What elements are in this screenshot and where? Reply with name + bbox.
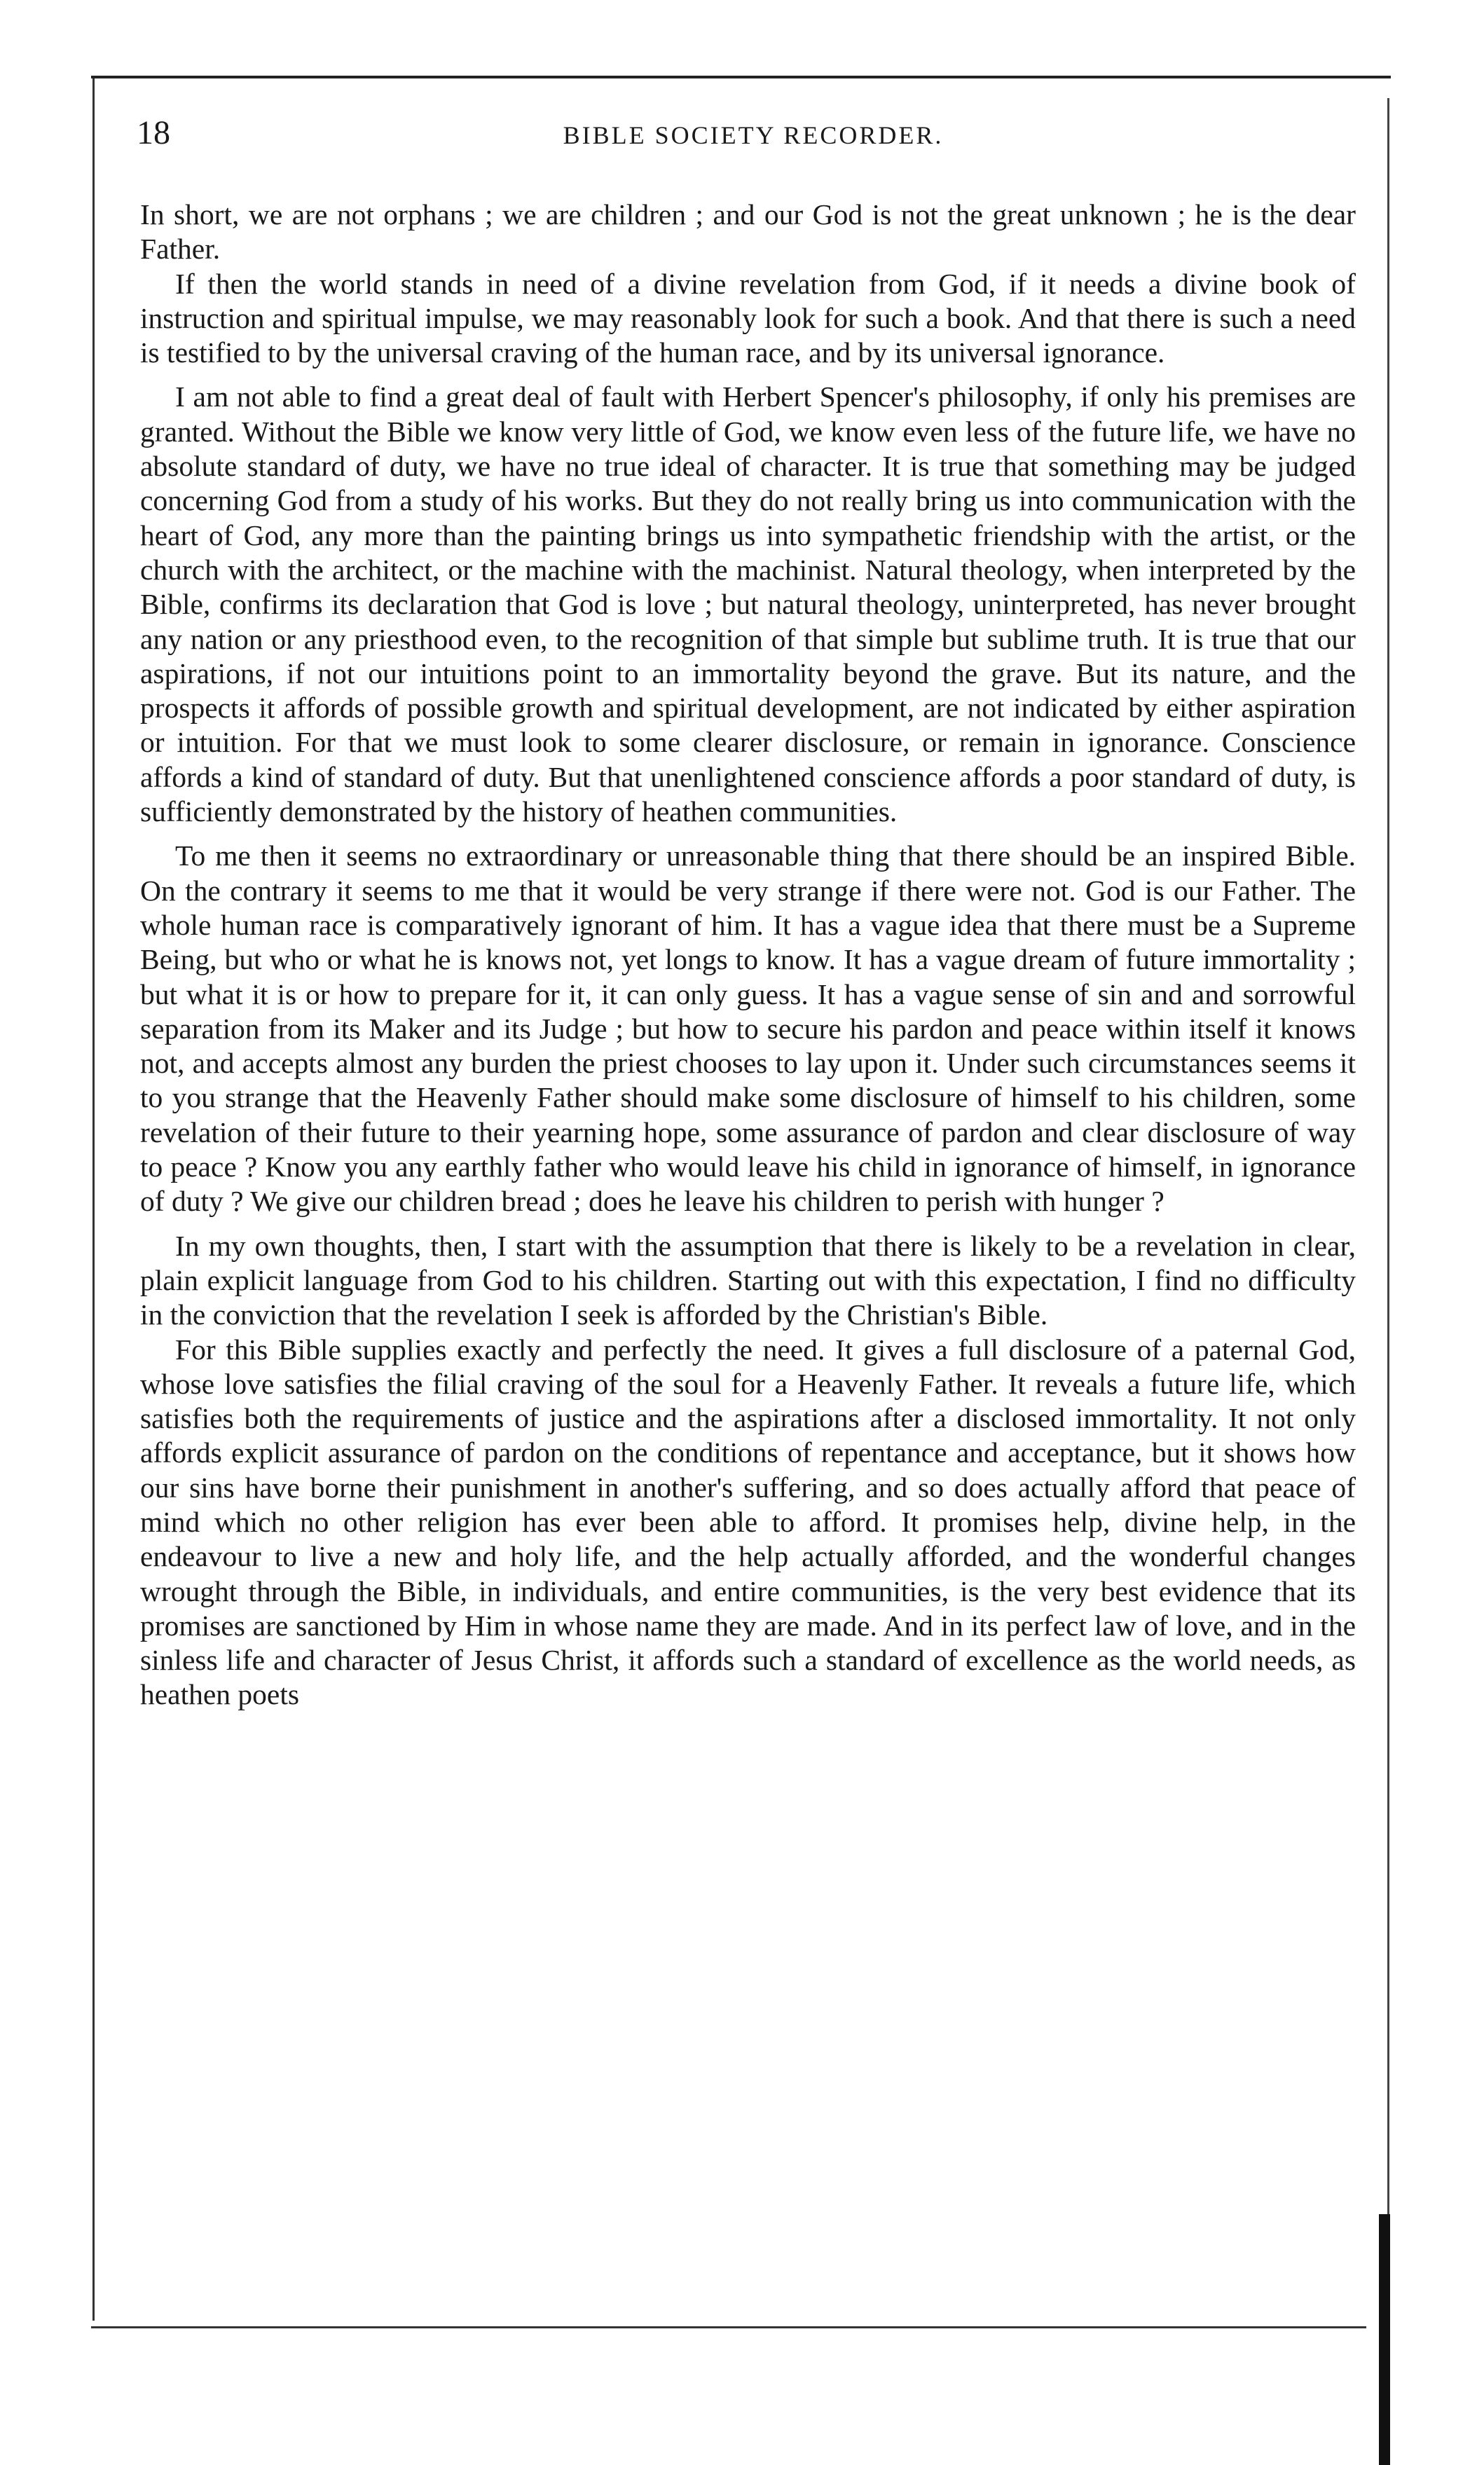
paragraph: I am not able to find a great deal of fault with Herbert Spencer's philosophy, if only his premises are granted. Without the Bible we know very little of God, we know even less of the future life, we have no absolute standard of duty, we have no true ideal of character. It is true that something may be judged concerning God from a study of his works. But they do not really bring us into communication with the heart of God, any more than the painting brings us into sympathetic friendship with the artist, or the church with the architect, or the machine with the machinist. Natural theology, when interpreted by the Bible, confirms its declaration that God is love ; but natural theology, uninterpreted, has never brought any nation or any priesthood even, to the recognition of that simple but sublime truth. It is true that our aspirations, if not our intuitions point to an immortality beyond the grave. But its nature, and the prospects it affords of possible growth and spiritual development, are not indicated by either aspiration or intuition. For that we must look to some clearer disclosure, or remain in ignorance. Conscience affords a kind of standard of duty. But that unenlightened conscience affords a poor standard of duty, is sufficiently demonstrated by the history of heathen communities. xyxy=(140,380,1356,828)
running-title: BIBLE SOCIETY RECORDER. xyxy=(563,121,944,149)
paragraph: To me then it seems no extraordinary or unreasonable thing that there should be an inspired Bible. On the contrary it seems to me that it would be very strange if there were not. God is our Father. The whole human race is comparatively ignorant of him. It has a vague idea that there must be a Supreme Being, but who or what he is knows not, yet longs to know. It has a vague dream of future immortality ; but what it is or how to prepare for it, it can only guess. It has a vague sense of sin and and sorrowful separation from its Maker and its Judge ; but how to secure his pardon and peace within itself it knows not, and accepts almost any burden the priest chooses to lay upon it. Under such circumstances seems it to you strange that the Heavenly Father should make some disclosure of himself to his children, some revelation of their future to their yearning hope, some assurance of pardon and clear disclosure of way to peace ? Know you any earthly father who would leave his child in ignorance of himself, in ignorance of duty ? We give our children bread ; does he leave his children to perish with hunger ? xyxy=(140,839,1356,1218)
paragraph: If then the world stands in need of a divine revelation from God, if it needs a divine book of instruction and spiritual impulse, we may reasonably look for such a book. And that there is such a need is testified to by the universal craving of the human race, and by its universal ignorance. xyxy=(140,267,1356,369)
page-header xyxy=(137,112,1370,161)
page-number: 18 xyxy=(137,114,170,151)
top-rule xyxy=(91,76,1391,78)
left-rule xyxy=(92,78,95,2321)
paragraph: In short, we are not orphans ; we are children ; and our God is not the great unknown ; he is the dear Father. xyxy=(140,198,1356,266)
body-text xyxy=(140,198,1356,1712)
bottom-rule xyxy=(91,2326,1366,2328)
paragraph: In my own thoughts, then, I start with the assumption that there is likely to be a revelation in clear, plain explicit language from God to his children. Starting out with this expectation, I find no difficulty in the conviction that the revelation I seek is afforded by the Christian's Bible. xyxy=(140,1229,1356,1331)
paragraph: For this Bible supplies exactly and perfectly the need. It gives a full disclosure of a paternal God, whose love satisfies the filial craving of the soul for a Heavenly Father. It reveals a future life, which satisfies both the requirements of justice and the aspirations after a disclosed immortality. It not only affords explicit assurance of pardon on the conditions of repentance and acceptance, but it shows how our sins have borne their punishment in another's suffering, and so does actually afford that peace of mind which no other religion has ever been able to afford. It promises help, divine help, in the endeavour to live a new and holy life, and the help actually afforded, and the wonderful changes wrought through the Bible, in individuals, and entire communities, is the very best evidence that its promises are sanctioned by Him in whose name they are made. And in its perfect law of love, and in the sinless life and character of Jesus Christ, it affords such a standard of excellence as the world needs, as heathen poets xyxy=(140,1333,1356,1711)
right-rule xyxy=(1387,98,1389,2424)
right-edge-bar xyxy=(1379,2214,1390,2465)
